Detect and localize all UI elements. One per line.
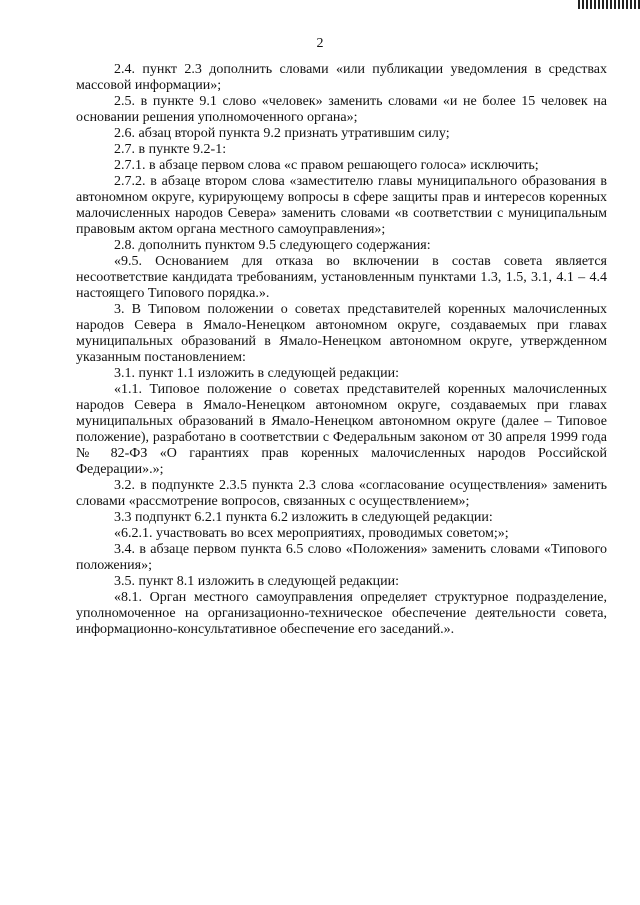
paragraph-3-5: 3.5. пункт 8.1 изложить в следующей редакции: [114, 574, 399, 589]
paragraph-2-7-2: 2.7.2. в абзаце втором слова «заместителю главы муниципального образования в автономном округе, курирующему вопросы в сфере защиты прав и интересов коренных малочисленных народов Севера» заменить словами «в соответствии с муниципальным правовым актом органа местного самоуправления»; [76, 174, 607, 237]
paragraph-3-4: 3.4. в абзаце первом пункта 6.5 слово «Положения» заменить словами «Типового положения»; [76, 542, 607, 573]
scan-corner-mark [578, 0, 640, 9]
paragraph-3-2: 3.2. в подпункте 2.3.5 пункта 2.3 слова «согласование осуществления» заменить словами «рассмотрение вопросов, связанных с осуществлением»; [76, 478, 607, 509]
paragraph-3-1: 3.1. пункт 1.1 изложить в следующей редакции: [114, 366, 399, 381]
document-body [76, 62, 607, 638]
paragraph-2-5: 2.5. в пункте 9.1 слово «человек» заменить словами «и не более 15 человек на основании решения уполномоченного органа»; [76, 94, 607, 125]
quote-6-2-1: «6.2.1. участвовать во всех мероприятиях, проводимых советом;»; [114, 526, 509, 541]
paragraph-2-8: 2.8. дополнить пунктом 9.5 следующего содержания: [114, 238, 431, 253]
quote-8-1: «8.1. Орган местного самоуправления определяет структурное подразделение, уполномоченное на организационно-техническое обеспечение деятельности совета, информационно-консультативное обеспечение его заседаний.». [76, 590, 607, 637]
paragraph-3-3: 3.3 подпункт 6.2.1 пункта 6.2 изложить в следующей редакции: [114, 510, 493, 525]
quote-9-5: «9.5. Основанием для отказа во включении в состав совета является несоответствие кандидата требованиям, установленным пунктами 1.3, 1.5, 3.1, 4.1 – 4.4 настоящего Типового порядка.». [76, 254, 607, 301]
paragraph-3: 3. В Типовом положении о советах представителей коренных малочисленных народов Севера в Ямало-Ненецком автономном округе, создаваемых при главах муниципальных образований в Ямало-Ненецком автономном округе, утвержденном указанным постановлением: [76, 302, 607, 365]
paragraph-2-7: 2.7. в пункте 9.2-1: [114, 142, 227, 157]
page-number: 2 [316, 36, 324, 51]
paragraph-2-6: 2.6. абзац второй пункта 9.2 признать утратившим силу; [114, 126, 450, 141]
paragraph-2-7-1: 2.7.1. в абзаце первом слова «с правом решающего голоса» исключить; [114, 158, 539, 173]
paragraph-2-4: 2.4. пункт 2.3 дополнить словами «или публикации уведомления в средствах массовой информации»; [76, 62, 607, 93]
quote-1-1: «1.1. Типовое положение о советах представителей коренных малочисленных народов Севера в Ямало-Ненецком автономном округе, создаваемых при главах муниципальных образований в Ямало-Ненецком автономном округе (далее – Типовое положение), разработано в соответствии с Федеральным законом от 30 апреля 1999 года № 82-ФЗ «О гарантиях прав коренных малочисленных народов Российской Федерации».»; [76, 382, 607, 477]
